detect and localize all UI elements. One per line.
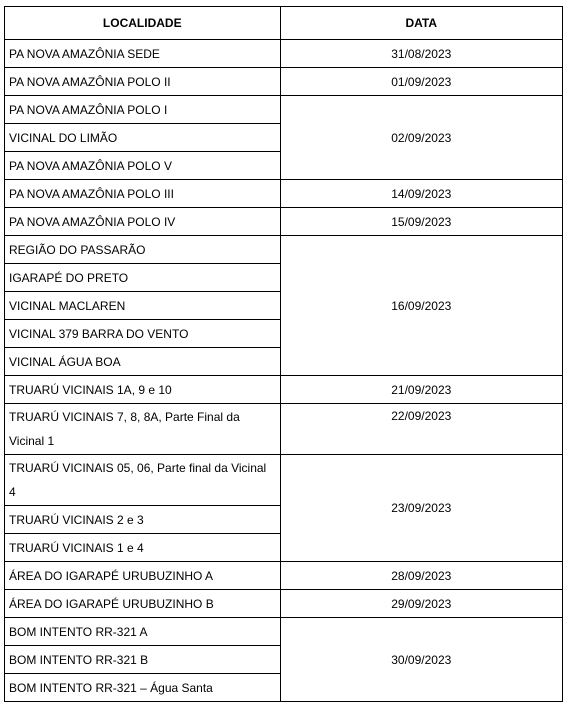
- locality-cell: VICINAL DO LIMÃO: [5, 124, 281, 152]
- table-row: [5, 404, 563, 455]
- locality-cell: PA NOVA AMAZÔNIA POLO V: [5, 152, 281, 180]
- locality-cell: PA NOVA AMAZÔNIA POLO II: [5, 68, 281, 96]
- locality-cell: PA NOVA AMAZÔNIA POLO I: [5, 96, 281, 124]
- date-cell: 01/09/2023: [280, 68, 562, 96]
- date-cell: 31/08/2023: [280, 40, 562, 68]
- date-cell: 16/09/2023: [280, 236, 562, 376]
- date-cell: 02/09/2023: [280, 96, 562, 180]
- locality-cell: IGARAPÉ DO PRETO: [5, 264, 281, 292]
- locality-cell: BOM INTENTO RR-321 A: [5, 618, 281, 646]
- date-cell: 21/09/2023: [280, 376, 562, 404]
- locality-cell: VICINAL 379 BARRA DO VENTO: [5, 320, 281, 348]
- date-cell: 15/09/2023: [280, 208, 562, 236]
- table-row: [5, 236, 563, 264]
- table-row: [5, 40, 563, 68]
- header-row: [5, 7, 563, 40]
- locality-cell: ÁREA DO IGARAPÉ URUBUZINHO A: [5, 562, 281, 590]
- table-row: [5, 562, 563, 590]
- schedule-table: [4, 6, 563, 702]
- table-row: [5, 180, 563, 208]
- locality-cell: TRUARÚ VICINAIS 2 e 3: [5, 506, 281, 534]
- locality-cell: REGIÃO DO PASSARÃO: [5, 236, 281, 264]
- table-row: [5, 68, 563, 96]
- locality-cell: TRUARÚ VICINAIS 1A, 9 e 10: [5, 376, 281, 404]
- table-row: [5, 590, 563, 618]
- date-cell: 14/09/2023: [280, 180, 562, 208]
- table-row: [5, 208, 563, 236]
- date-cell: 23/09/2023: [280, 455, 562, 562]
- locality-cell: VICINAL MACLAREN: [5, 292, 281, 320]
- locality-cell: TRUARÚ VICINAIS 05, 06, Parte final da Vicinal 4: [5, 455, 281, 506]
- locality-cell: TRUARÚ VICINAIS 7, 8, 8A, Parte Final da Vicinal 1: [5, 404, 281, 455]
- locality-cell: BOM INTENTO RR-321 B: [5, 646, 281, 674]
- locality-cell: TRUARÚ VICINAIS 1 e 4: [5, 534, 281, 562]
- table-row: [5, 96, 563, 124]
- locality-cell: BOM INTENTO RR-321 – Água Santa: [5, 674, 281, 702]
- table-row: [5, 618, 563, 646]
- date-cell: 28/09/2023: [280, 562, 562, 590]
- table-row: [5, 455, 563, 506]
- locality-cell: PA NOVA AMAZÔNIA POLO IV: [5, 208, 281, 236]
- locality-cell: VICINAL ÁGUA BOA: [5, 348, 281, 376]
- date-cell: 29/09/2023: [280, 590, 562, 618]
- table-row: [5, 376, 563, 404]
- header-data: DATA: [280, 7, 562, 40]
- locality-cell: PA NOVA AMAZÔNIA POLO III: [5, 180, 281, 208]
- date-cell: 22/09/2023: [280, 404, 562, 455]
- locality-cell: PA NOVA AMAZÔNIA SEDE: [5, 40, 281, 68]
- date-cell: 30/09/2023: [280, 618, 562, 702]
- locality-cell: ÁREA DO IGARAPÉ URUBUZINHO B: [5, 590, 281, 618]
- header-localidade: LOCALIDADE: [5, 7, 281, 40]
- table-body: [5, 40, 563, 702]
